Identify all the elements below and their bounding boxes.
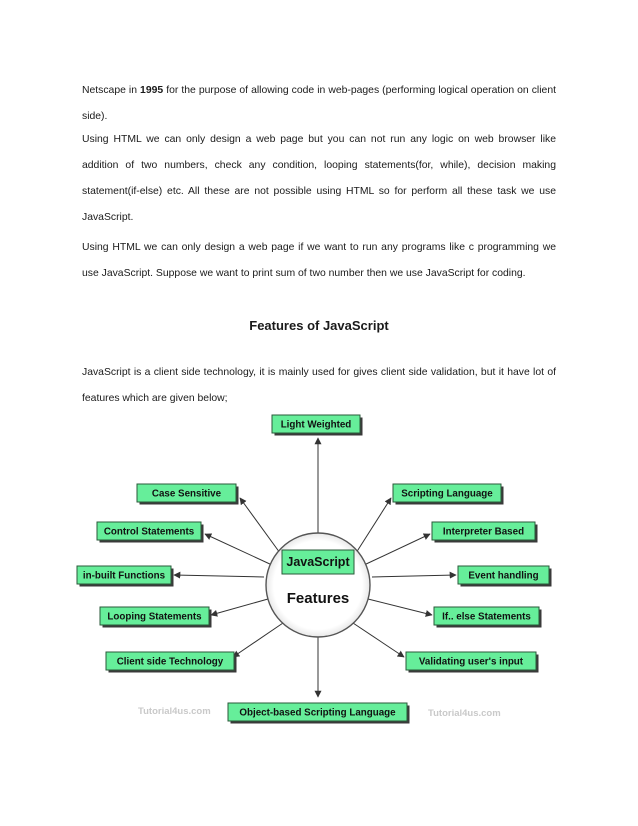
- section-title: Features of JavaScript: [249, 318, 389, 333]
- feature-box: [137, 484, 239, 505]
- feature-arrow: [240, 498, 280, 553]
- feature-label: Validating user's input: [418, 656, 524, 668]
- feature-box: [458, 566, 552, 587]
- feature-box: [77, 566, 174, 587]
- watermark-left: Tutorial4us.com: [138, 706, 211, 717]
- feature-box: [393, 484, 504, 505]
- feature-box: [272, 415, 363, 436]
- feature-arrow: [205, 534, 272, 565]
- feature-box: [97, 522, 204, 543]
- feature-box: [106, 652, 237, 673]
- feature-label: Case Sensitive: [151, 488, 222, 500]
- features-diagram: [0, 405, 638, 725]
- feature-box: [432, 522, 538, 543]
- intro-paragraph: [82, 78, 556, 130]
- intro-text-post: for the purpose of allowing code in web-pages (performing logical operation on client side).: [82, 85, 556, 122]
- intro-text-pre: Netscape in: [82, 85, 141, 96]
- center-subtitle: Features: [286, 590, 350, 607]
- feature-label: Interpreter Based: [442, 526, 525, 538]
- feature-arrow: [174, 575, 264, 577]
- feature-arrow: [372, 575, 456, 577]
- feature-label: Light Weighted: [280, 419, 352, 431]
- feature-box: [100, 607, 212, 628]
- feature-label: in-built Functions: [82, 570, 166, 582]
- feature-label: Control Statements: [103, 526, 195, 538]
- feature-arrow: [368, 599, 432, 615]
- feature-label: Object-based Scripting Language: [239, 707, 396, 719]
- feature-label: Client side Technology: [116, 656, 224, 668]
- feature-box: [406, 652, 539, 673]
- center-circle: [266, 533, 370, 637]
- feature-label: Scripting Language: [401, 488, 493, 500]
- feature-arrow: [233, 623, 283, 657]
- feature-arrow: [364, 534, 430, 565]
- watermark-right: Tutorial4us.com: [428, 708, 501, 719]
- feature-box: [228, 703, 410, 724]
- html-limitations-paragraph: Using HTML we can only design a web page but you can not run any logic on web browser like addition of two numbers, check any condition, looping statements(for, while), decision making statement(if-else) etc. All these are not possible using HTML so for perform all these task we use JavaScript.: [82, 134, 556, 223]
- feature-box: [434, 607, 542, 628]
- feature-label: Event handling: [468, 570, 539, 582]
- year-text: 1995: [140, 85, 164, 96]
- feature-label: Looping Statements: [107, 611, 202, 623]
- feature-arrow: [353, 623, 404, 657]
- features-intro-paragraph: JavaScript is a client side technology, it is mainly used for gives client side validation, but it have lot of features which are given below;: [82, 367, 556, 404]
- feature-arrow: [356, 498, 391, 553]
- feature-arrow: [211, 599, 268, 615]
- center-title: JavaScript: [286, 555, 350, 569]
- javascript-usage-paragraph: Using HTML we can only design a web page if we want to run any programs like c programming we use JavaScript. Suppose we want to print sum of two number then we use JavaScript for coding.: [82, 242, 556, 279]
- feature-label: If.. else Statements: [442, 611, 531, 623]
